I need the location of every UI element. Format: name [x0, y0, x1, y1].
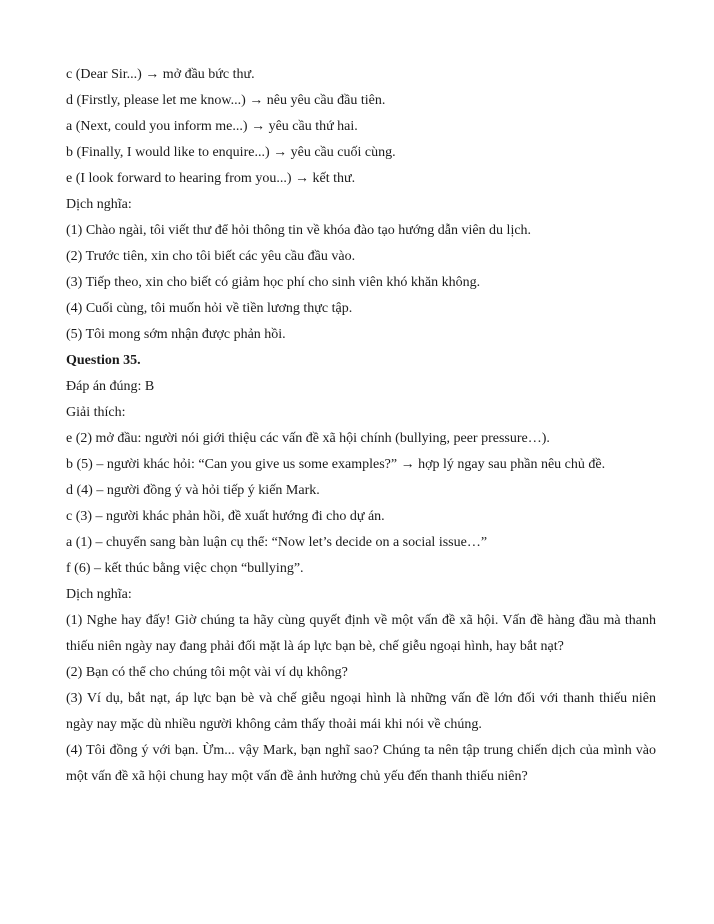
translation-heading: Dịch nghĩa:: [66, 587, 132, 602]
answer-line: Đáp án đúng: B: [66, 379, 155, 394]
explanation-line: d (4) – người đồng ý và hỏi tiếp ý kiến Mark.: [66, 483, 320, 498]
translation-paragraph: (2) Bạn có thể cho chúng tôi một vài ví dụ không?: [66, 665, 348, 680]
translation-line: (3) Tiếp theo, xin cho biết có giảm học phí cho sinh viên khó khăn không.: [66, 275, 481, 290]
translation-paragraph: (1) Nghe hay đấy! Giờ chúng ta hãy cùng quyết định về một vấn đề xã hội. Vấn đề hàng đầu mà thanh thiếu niên ngày nay đang phải đối mặt là áp lực bạn bè, chế giễu ngoại hình, hay bắt nạt?: [66, 613, 656, 654]
translation-paragraph: (4) Tôi đồng ý với bạn. Ừm... vậy Mark, bạn nghĩ sao? Chúng ta nên tập trung chiến dịch của mình vào một vấn đề xã hội chung hay một vấn đề ảnh hưởng chủ yếu đến thanh thiếu niên?: [66, 743, 656, 784]
translation-line: (2) Trước tiên, xin cho tôi biết các yêu cầu đầu vào.: [66, 249, 356, 264]
question-title: Question 35.: [66, 353, 141, 368]
document-page: [66, 62, 656, 790]
explanation-line: f (6) – kết thúc bằng việc chọn “bullying”.: [66, 561, 304, 576]
order-line: e (I look forward to hearing from you...) → kết thư.: [66, 171, 356, 186]
translation-line: (4) Cuối cùng, tôi muốn hỏi về tiền lương thực tập.: [66, 301, 353, 316]
order-line: d (Firstly, please let me know...) → nêu yêu cầu đầu tiên.: [66, 93, 386, 108]
translation-paragraph: (3) Ví dụ, bắt nạt, áp lực bạn bè và chế giễu ngoại hình là những vấn đề lớn đối với thanh thiếu niên ngày nay mặc dù nhiều người không cảm thấy thoải mái khi nói về chúng.: [66, 691, 656, 732]
explanation-line: e (2) mở đầu: người nói giới thiệu các vấn đề xã hội chính (bullying, peer pressure…).: [66, 431, 550, 446]
order-line: c (Dear Sir...) → mở đầu bức thư.: [66, 67, 255, 82]
explanation-line: a (1) – chuyển sang bàn luận cụ thể: “Now let’s decide on a social issue…”: [66, 535, 488, 550]
explanation-line: b (5) – người khác hỏi: “Can you give us some examples?” → hợp lý ngay sau phần nêu chủ đề.: [66, 457, 606, 472]
translation-line: (5) Tôi mong sớm nhận được phản hồi.: [66, 327, 286, 342]
explanation-line: c (3) – người khác phản hồi, đề xuất hướng đi cho dự án.: [66, 509, 385, 524]
order-line: b (Finally, I would like to enquire...) → yêu cầu cuối cùng.: [66, 145, 396, 160]
order-line: a (Next, could you inform me...) → yêu cầu thứ hai.: [66, 119, 358, 134]
explanation-heading: Giải thích:: [66, 405, 126, 420]
translation-line: (1) Chào ngài, tôi viết thư để hỏi thông tin về khóa đào tạo hướng dẫn viên du lịch.: [66, 223, 532, 238]
translation-heading: Dịch nghĩa:: [66, 197, 132, 212]
